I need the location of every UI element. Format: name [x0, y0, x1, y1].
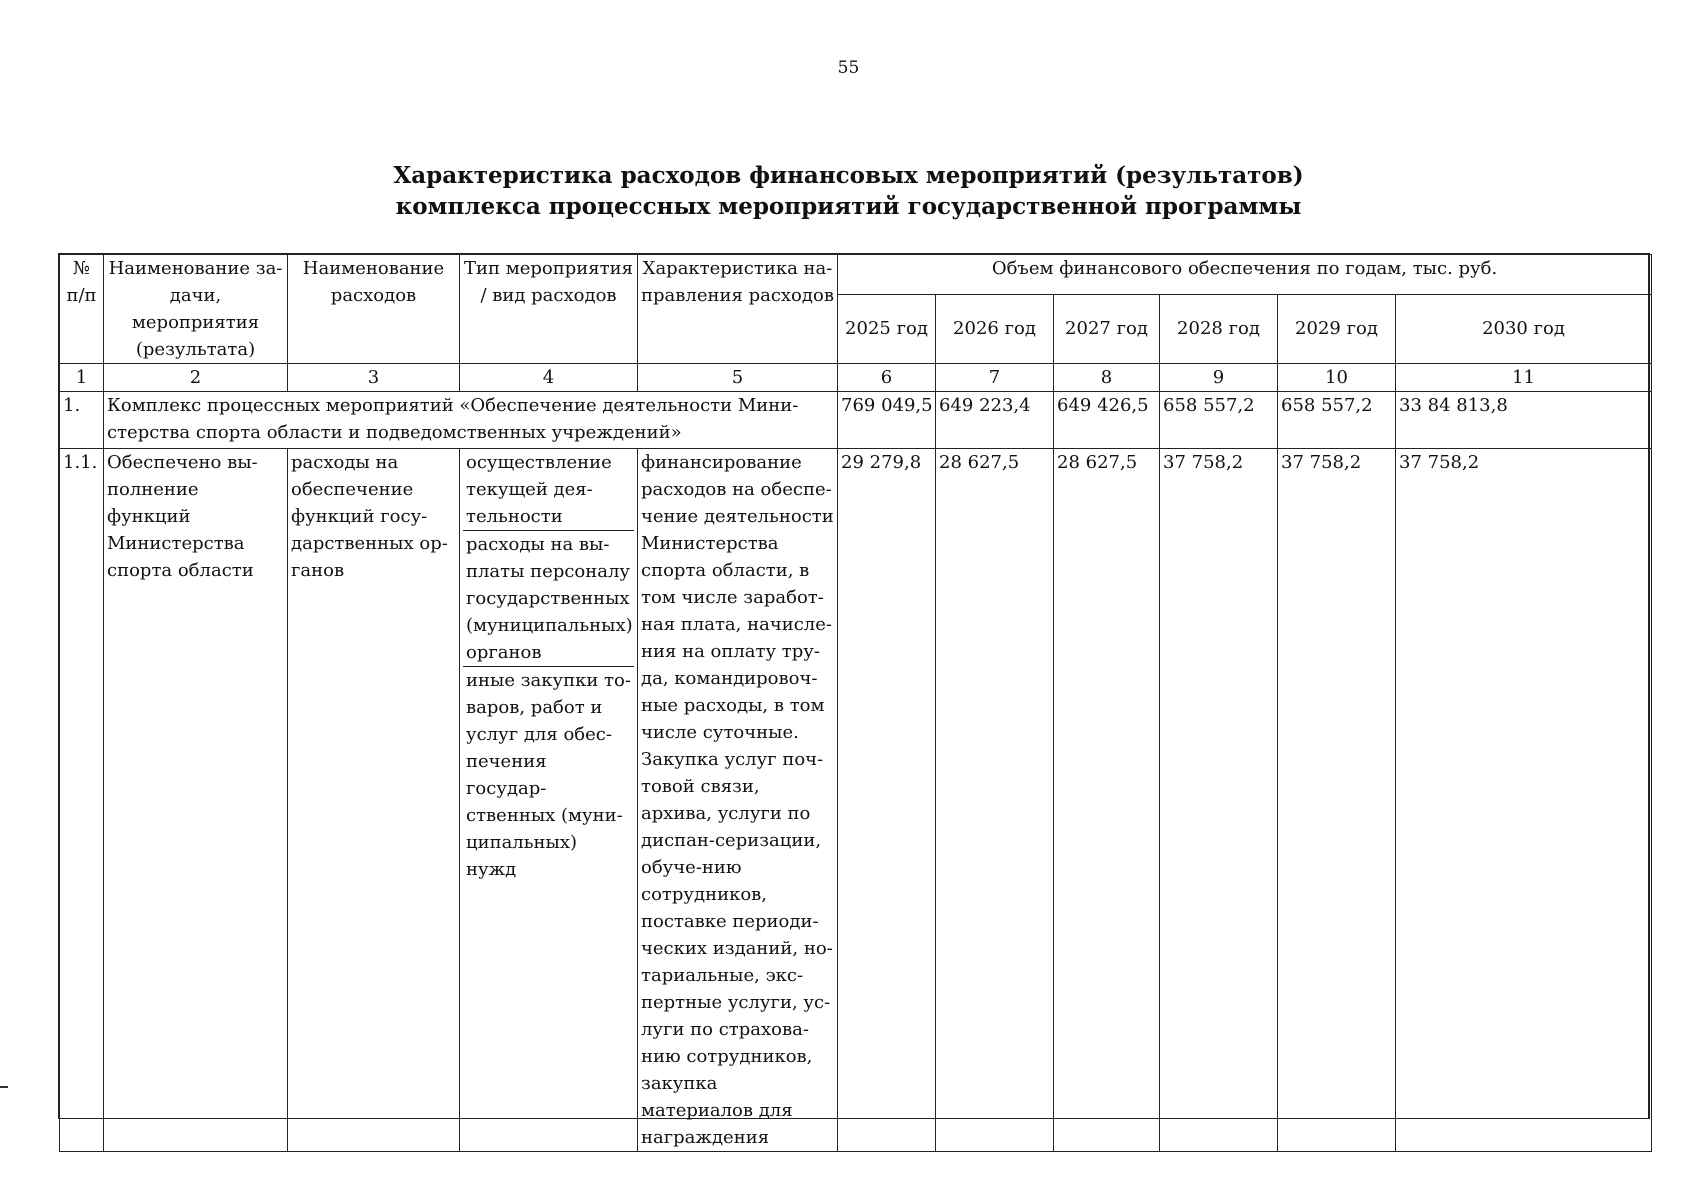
value-2027: 28 627,5	[1054, 449, 1160, 1152]
page-number: 55	[837, 58, 860, 78]
expense-table-frame	[58, 253, 1650, 1148]
value-2030: 33 84 813,8	[1396, 392, 1652, 449]
value-2029: 37 758,2	[1278, 449, 1396, 1152]
table-row-task	[60, 449, 1652, 1152]
row-num: 1.1.	[60, 449, 104, 1152]
value-2026: 28 627,5	[936, 449, 1054, 1152]
document-title	[0, 160, 1697, 222]
header-year-2028: 2028 год	[1160, 294, 1278, 364]
header-year-2027: 2027 год	[1054, 294, 1160, 364]
column-number: 2	[104, 364, 288, 392]
column-number: 11	[1396, 364, 1652, 392]
value-2030: 37 758,2	[1396, 449, 1652, 1152]
header-characteristic: Характеристика на-правления расходов	[638, 255, 838, 364]
header-year-2029: 2029 год	[1278, 294, 1396, 364]
column-number: 3	[288, 364, 460, 392]
expense-name: расходы на обеспечение функций госу-дарственных ор-ганов	[288, 449, 460, 1152]
event-types	[460, 449, 638, 1152]
complex-name: Комплекс процессных мероприятий «Обеспечение деятельности Мини-стерства спорта области и подведомственных учреждений»	[104, 392, 838, 449]
column-number: 9	[1160, 364, 1278, 392]
column-number: 6	[838, 364, 936, 392]
column-number: 7	[936, 364, 1054, 392]
event-type-item: расходы на вы-платы персоналу государственных (муниципальных) органов	[463, 531, 634, 667]
value-2025: 769 049,5	[838, 392, 936, 449]
task-name: Обеспечено вы-полнение функций Министерства спорта области	[104, 449, 288, 1152]
header-expense-name: Наименование расходов	[288, 255, 460, 364]
title-line-1: Характеристика расходов финансовых мероприятий (результатов)	[393, 162, 1304, 189]
header-volume-group: Объем финансового обеспечения по годам, тыс. руб.	[838, 255, 1652, 295]
header-num: № п/п	[60, 255, 104, 364]
value-2027: 649 426,5	[1054, 392, 1160, 449]
value-2028: 658 557,2	[1160, 392, 1278, 449]
column-number: 4	[460, 364, 638, 392]
column-number: 5	[638, 364, 838, 392]
column-number: 8	[1054, 364, 1160, 392]
row-num: 1.	[60, 392, 104, 449]
table-row-complex	[60, 392, 1652, 449]
title-line-2: комплекса процессных мероприятий государственной программы	[395, 193, 1302, 220]
header-year-2030: 2030 год	[1396, 294, 1652, 364]
column-number: 1	[60, 364, 104, 392]
header-year-2026: 2026 год	[936, 294, 1054, 364]
header-row-1	[60, 255, 1652, 295]
event-type-item: иные закупки то-варов, работ и услуг для обес-печения государ-ственных (муни-ципальных) нужд	[466, 670, 631, 880]
column-number-row	[60, 364, 1652, 392]
value-2028: 37 758,2	[1160, 449, 1278, 1152]
header-year-2025: 2025 год	[838, 294, 936, 364]
column-number: 10	[1278, 364, 1396, 392]
expense-table	[59, 254, 1652, 1152]
header-task-name: Наименование за-дачи, мероприятия (результата)	[104, 255, 288, 364]
expense-characteristic: финансирование расходов на обеспе-чение деятельности Министерства спорта области, в том числе заработ-ная плата, начисле-ния на оплату тру-да, командировоч-ные расходы, в том числе суточные. Закупка услуг поч-товой связи, архива, услуги по диспан-серизации, обуче-нию сотрудников, поставке периоди-ческих изданий, но-тариальные, экс-пертные услуги, ус-луги по страхова-нию сотрудников, закупка материалов для награждения	[638, 449, 838, 1152]
value-2029: 658 557,2	[1278, 392, 1396, 449]
header-event-type: Тип мероприятия / вид расходов	[460, 255, 638, 364]
value-2026: 649 223,4	[936, 392, 1054, 449]
value-2025: 29 279,8	[838, 449, 936, 1152]
margin-mark	[0, 1086, 8, 1088]
event-type-item: осуществление текущей дея-тельности	[463, 449, 634, 531]
